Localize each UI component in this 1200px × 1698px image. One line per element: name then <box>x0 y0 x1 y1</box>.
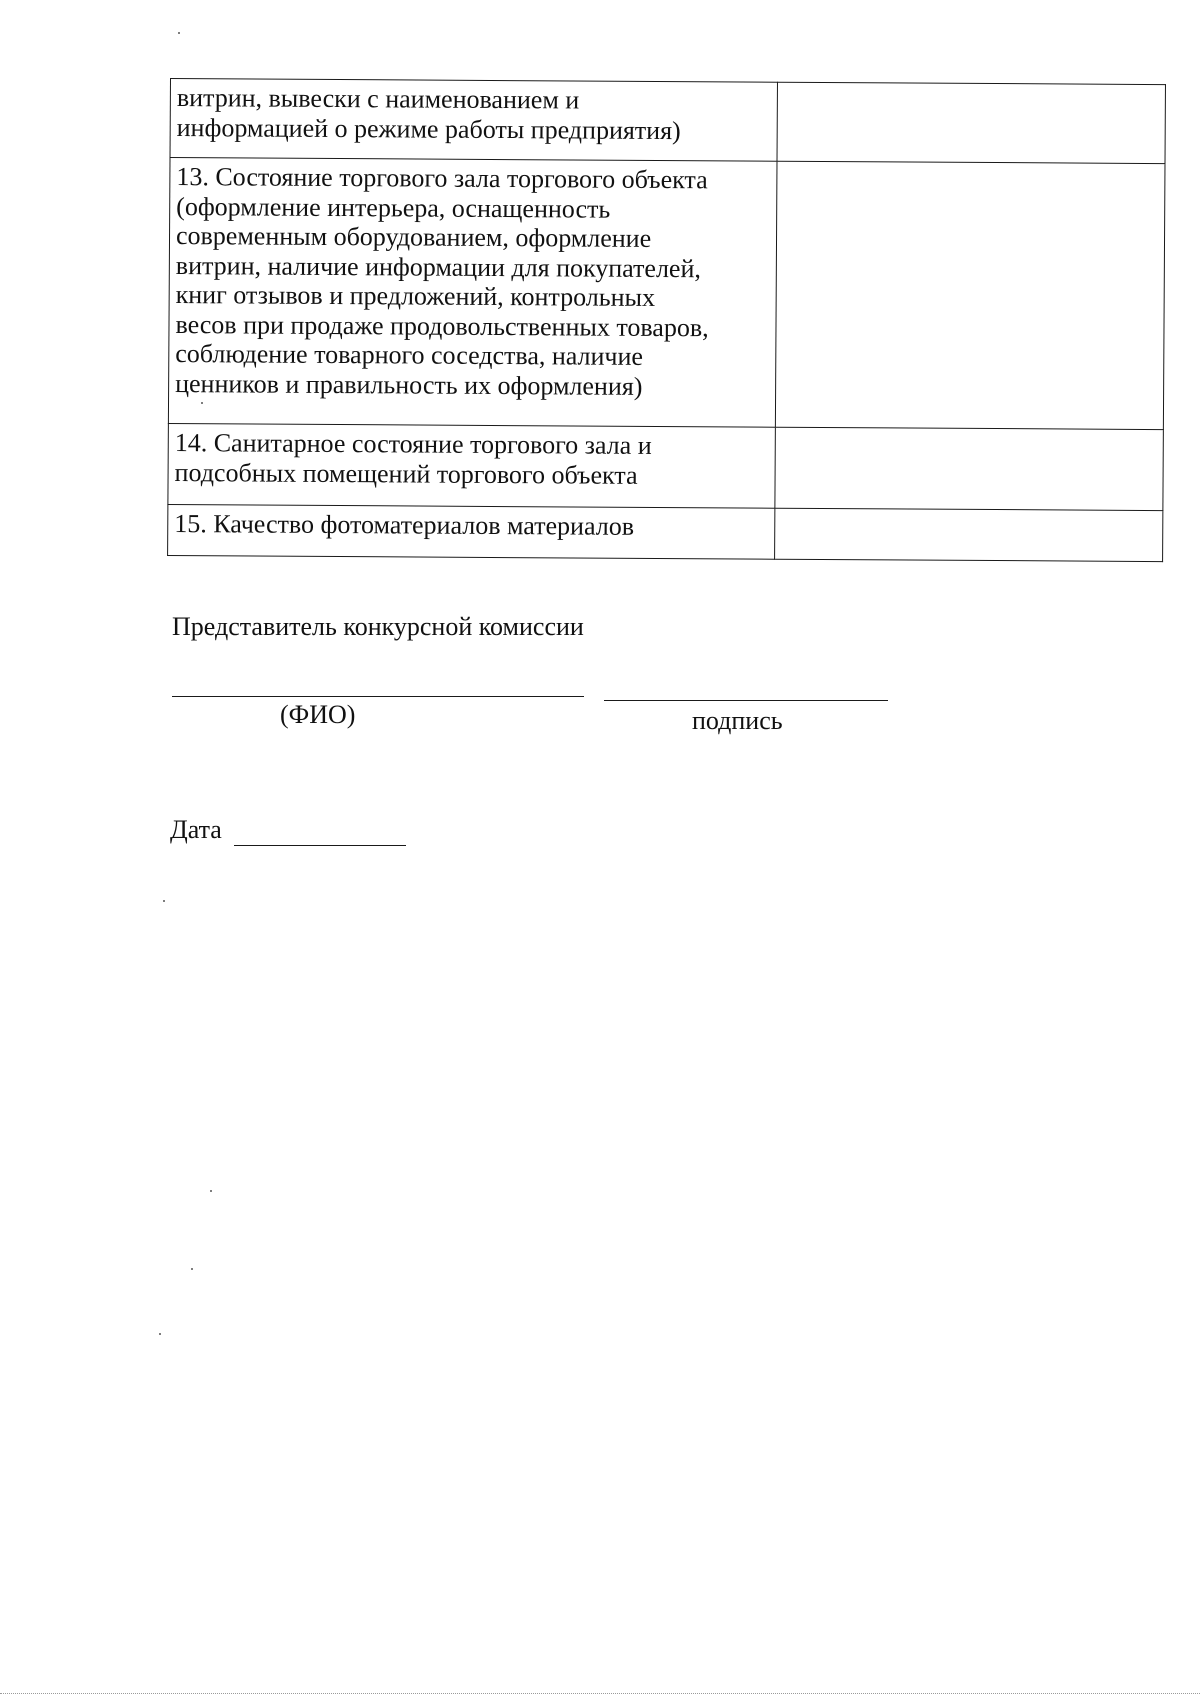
scan-speck <box>191 1268 193 1270</box>
fio-line[interactable] <box>172 696 584 697</box>
criteria-table <box>167 78 1166 562</box>
table-row <box>168 504 1163 561</box>
scan-speck <box>201 402 203 404</box>
table-row <box>168 423 1163 510</box>
date-label: Дата <box>170 815 222 844</box>
scan-speck <box>210 1190 212 1192</box>
criterion-cell <box>168 158 777 428</box>
scan-edge <box>0 1693 1200 1694</box>
criterion-cell <box>168 423 776 508</box>
criterion-text: 14. Санитарное состояние торгового зала и подсобных помещений торгового объекта <box>174 428 652 490</box>
representative-label: Представитель конкурсной комиссии <box>172 612 584 641</box>
criterion-text: 13. Состояние торгового зала торгового объекта (оформление интерьера, оснащенность современным оборудованием, оформление витрин, наличие информации для покупателей, книг отзывов и предложений, контрольных весов при продаже продовольственных товаров, соблюдение товарного соседства, наличие ценников и правильность их оформления) <box>175 162 709 401</box>
fio-caption: (ФИО) <box>280 700 356 729</box>
scan-speck <box>178 32 180 34</box>
score-cell[interactable] <box>777 82 1165 163</box>
score-cell[interactable] <box>775 508 1163 561</box>
criterion-text: 15. Качество фотоматериалов материалов <box>174 509 635 541</box>
date-line[interactable] <box>234 845 406 846</box>
scan-speck <box>163 900 165 902</box>
score-cell[interactable] <box>776 161 1165 429</box>
scan-speck <box>159 1333 161 1335</box>
table-row <box>170 79 1165 164</box>
criterion-cell <box>170 79 778 162</box>
criterion-cell <box>168 504 776 559</box>
table-row <box>168 158 1165 430</box>
score-cell[interactable] <box>775 427 1163 510</box>
signature-caption: подпись <box>692 706 783 735</box>
criterion-text: витрин, вывески с наименованием и информацией о режиме работы предприятия) <box>176 83 681 145</box>
signature-line[interactable] <box>604 700 888 701</box>
